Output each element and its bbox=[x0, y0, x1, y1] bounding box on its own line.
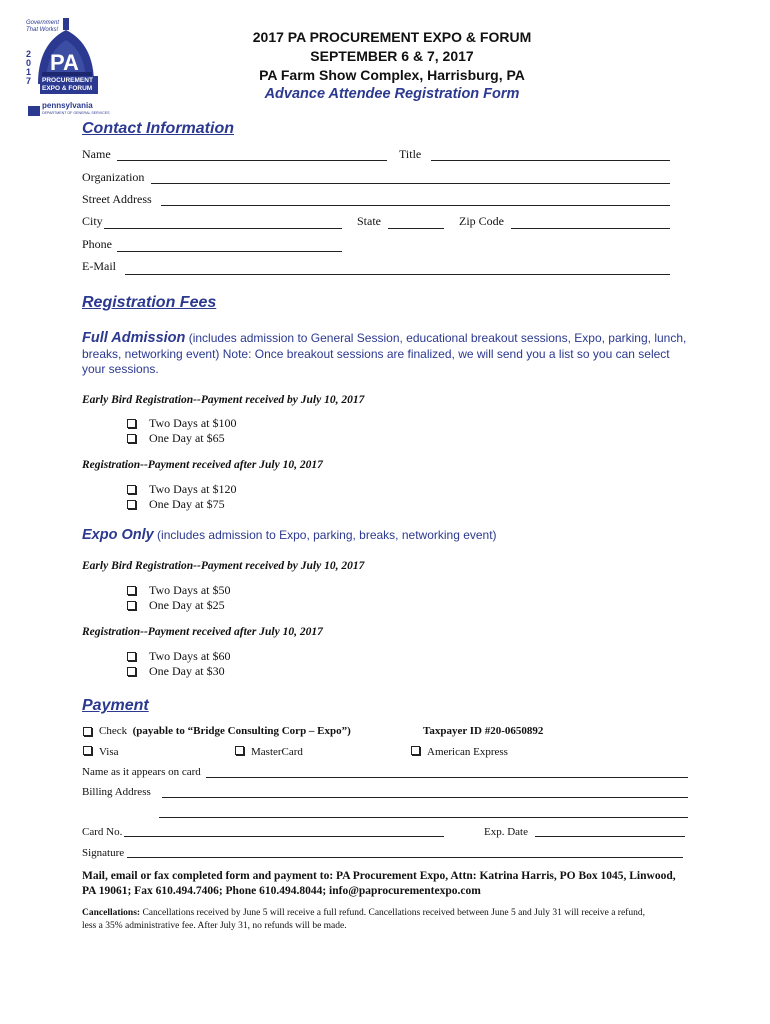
full-early-label: Early Bird Registration--Payment received by July 10, 2017 bbox=[82, 394, 365, 406]
mail-instructions bbox=[82, 869, 676, 899]
logo-banner-line2: EXPO & FORUM bbox=[42, 85, 93, 92]
expo-late-one-day-label: One Day at $30 bbox=[149, 664, 225, 678]
logo-year-digit: 1 bbox=[26, 67, 32, 77]
cancellation-policy bbox=[82, 907, 645, 932]
amex-checkbox[interactable] bbox=[411, 746, 420, 755]
payment-heading: Payment bbox=[82, 697, 149, 714]
full-late-one-day-checkbox[interactable] bbox=[127, 500, 136, 509]
expo-only-description bbox=[82, 528, 692, 544]
event-title: 2017 PA PROCUREMENT EXPO & FORUM bbox=[252, 29, 532, 45]
check-text: Check bbox=[99, 725, 128, 737]
logo-state: pennsylvania bbox=[42, 101, 93, 110]
full-late-two-day-label: Two Days at $120 bbox=[149, 482, 237, 496]
title-field[interactable] bbox=[431, 160, 670, 161]
logo-pa: PA bbox=[50, 50, 79, 75]
expo-early-one-day-checkbox[interactable] bbox=[127, 601, 136, 610]
full-admission-description bbox=[82, 331, 692, 378]
signature-label: Signature bbox=[82, 847, 125, 859]
email-label: E-Mail bbox=[82, 259, 116, 273]
organization-field[interactable] bbox=[151, 183, 670, 184]
full-admission-text: (includes admission to General Session, educational breakout sessions, Expo, parking, lunch, breaks, networking event) Note: Once breakout sessions are finalized, we will send you a list so you can select your sessions. bbox=[82, 331, 687, 376]
full-early-two-day-label: Two Days at $100 bbox=[149, 416, 237, 430]
expo-only-title: Expo Only bbox=[82, 527, 154, 543]
signature-field[interactable] bbox=[127, 857, 683, 858]
contact-heading: Contact Information bbox=[82, 120, 234, 137]
mail-instructions-line1: Mail, email or fax completed form and payment to: PA Procurement Expo, Attn: Katrina Harris, PO Box 1045, Linwood, bbox=[82, 870, 676, 882]
fees-heading: Registration Fees bbox=[82, 294, 217, 311]
expo-late-label: Registration--Payment received after July 10, 2017 bbox=[82, 626, 323, 638]
mail-instructions-line2: PA 19061; Fax 610.494.7406; Phone 610.494.8044; info@paprocurementexpo.com bbox=[82, 885, 481, 897]
state-label: State bbox=[357, 214, 381, 228]
logo-tagline: Government bbox=[26, 20, 60, 26]
logo-dept: DEPARTMENT OF GENERAL SERVICES bbox=[42, 111, 110, 115]
full-late-two-day-checkbox[interactable] bbox=[127, 485, 136, 494]
full-late-label: Registration--Payment received after July 10, 2017 bbox=[82, 459, 323, 471]
card-number-label: Card No. bbox=[82, 826, 123, 838]
expo-early-two-day-checkbox[interactable] bbox=[127, 586, 136, 595]
full-late-one-day-label: One Day at $75 bbox=[149, 497, 225, 511]
cancellation-text-1: Cancellations received by June 5 will receive a full refund. Cancellations received between June 5 and July 31 will receive a refund, bbox=[140, 908, 645, 918]
logo-year-digit: 7 bbox=[26, 76, 32, 86]
cancellation-label: Cancellations: bbox=[82, 908, 141, 918]
expo-late-two-day-label: Two Days at $60 bbox=[149, 649, 231, 663]
mastercard-label: MasterCard bbox=[251, 746, 303, 758]
check-label bbox=[99, 725, 351, 737]
expo-early-two-day-label: Two Days at $50 bbox=[149, 583, 231, 597]
card-number-field[interactable] bbox=[124, 836, 444, 837]
state-field[interactable] bbox=[388, 228, 444, 229]
full-early-two-day-checkbox[interactable] bbox=[127, 419, 136, 428]
exp-date-field[interactable] bbox=[535, 836, 685, 837]
cancellation-text-2: less a 35% administrative fee. After July 31, no refunds will be made. bbox=[82, 920, 347, 931]
event-dates: SEPTEMBER 6 & 7, 2017 bbox=[310, 48, 474, 64]
organization-label: Organization bbox=[82, 170, 145, 184]
form-title: Advance Attendee Registration Form bbox=[264, 86, 520, 102]
expo-only-text: (includes admission to Expo, parking, breaks, networking event) bbox=[153, 528, 497, 542]
expo-late-two-day-checkbox[interactable] bbox=[127, 652, 136, 661]
logo-banner-line1: PROCUREMENT bbox=[42, 77, 93, 84]
city-field[interactable] bbox=[104, 228, 342, 229]
visa-checkbox[interactable] bbox=[83, 746, 92, 755]
logo-year-digit: 0 bbox=[26, 58, 32, 68]
expo-early-one-day-label: One Day at $25 bbox=[149, 598, 225, 612]
phone-field[interactable] bbox=[117, 251, 342, 252]
zip-field[interactable] bbox=[511, 228, 670, 229]
event-location: PA Farm Show Complex, Harrisburg, PA bbox=[259, 67, 525, 83]
billing-address-label: Billing Address bbox=[82, 786, 151, 798]
billing-address-field-2[interactable] bbox=[159, 817, 688, 818]
street-label: Street Address bbox=[82, 192, 152, 206]
taxpayer-id: Taxpayer ID #20-0650892 bbox=[423, 725, 544, 737]
check-checkbox[interactable] bbox=[83, 727, 92, 736]
expo-logo bbox=[18, 14, 118, 118]
expo-late-one-day-checkbox[interactable] bbox=[127, 667, 136, 676]
zip-label: Zip Code bbox=[459, 214, 504, 228]
full-early-one-day-checkbox[interactable] bbox=[127, 434, 136, 443]
phone-label: Phone bbox=[82, 237, 112, 251]
email-field[interactable] bbox=[125, 274, 670, 275]
street-field[interactable] bbox=[161, 205, 670, 206]
full-early-one-day-label: One Day at $65 bbox=[149, 431, 225, 445]
name-field[interactable] bbox=[117, 160, 387, 161]
amex-label: American Express bbox=[427, 746, 508, 758]
title-label: Title bbox=[399, 147, 422, 161]
exp-date-label: Exp. Date bbox=[484, 826, 528, 838]
name-label: Name bbox=[82, 147, 111, 161]
name-on-card-label: Name as it appears on card bbox=[82, 766, 201, 778]
city-label: City bbox=[82, 214, 103, 228]
name-on-card-field[interactable] bbox=[206, 777, 688, 778]
visa-label: Visa bbox=[99, 746, 119, 758]
expo-early-label: Early Bird Registration--Payment received by July 10, 2017 bbox=[82, 560, 365, 572]
mastercard-checkbox[interactable] bbox=[235, 746, 244, 755]
logo-tagline-2: That Works! bbox=[26, 27, 59, 33]
logo-year-digit: 2 bbox=[26, 49, 32, 59]
full-admission-title: Full Admission bbox=[82, 330, 186, 346]
check-payable-note: (payable to “Bridge Consulting Corp – Expo”) bbox=[132, 725, 351, 737]
billing-address-field[interactable] bbox=[162, 797, 688, 798]
